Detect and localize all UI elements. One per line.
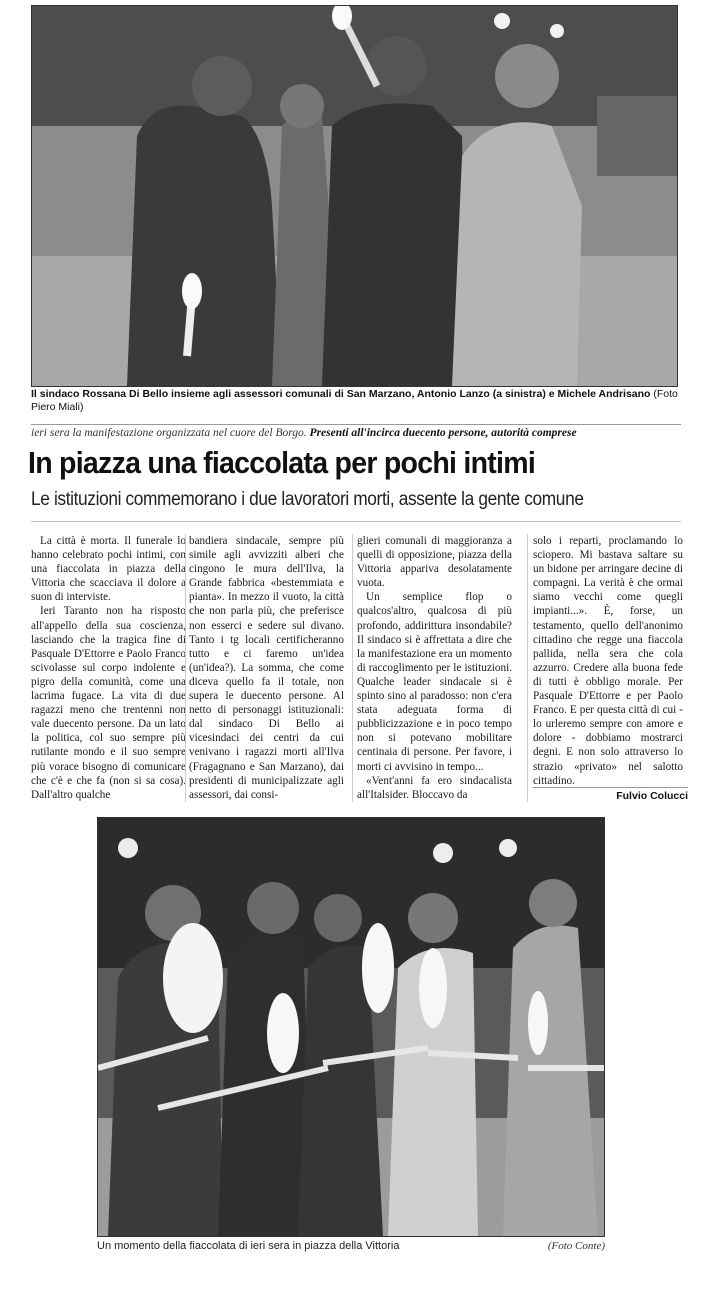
paragraph: glieri comunali di maggioranza a quelli di opposizione, piazza della Vittoria appariva desolatamente vuota. bbox=[357, 535, 512, 590]
paragraph: bandiera sindacale, sempre più simile agli avvizziti alberi che cingono le mura dell'Ilva, la Grande fabbrica «bestemmiata e pianta». In mezzo il vuoto, la città che non parla più, che preferisce non esserci e sedere sul divano. Tanto i tg locali certificheranno tutto e ci faremo un'idea (un'idea?). La somma, che come diceva quello fa il totale, non supera le duecento persone. Al netto di personaggi istituzionali: dal sindaco Di Bello ai vicesindaci dei centri da cui venivano i ragazzi morti all'Ilva (Fragagnano e San Marzano), dai presidenti di municipalizzate agli assessori, dai consi- bbox=[189, 535, 344, 801]
divider bbox=[31, 521, 681, 522]
column-divider bbox=[352, 534, 353, 802]
article-byline: Fulvio Colucci bbox=[533, 787, 688, 802]
top-photo-illustration bbox=[32, 6, 677, 386]
bottom-photo-illustration bbox=[98, 818, 604, 1236]
paragraph: Un semplice flop o qualcos'altro, qualcosa di più profondo, addirittura insondabile? Il sindaco si è affrettata a dire che la manifestazione era un momento di raccoglimento per le istituzioni. Qualche leader sindacale si è spinto sino al paradosso: non c'era stata adeguata forma di pubblicizzazione e in poco tempo non si potevano mobilitare centinaia di persone. Per favore, i morti ci avvisino in tempo... bbox=[357, 591, 512, 773]
bottom-photo bbox=[97, 817, 605, 1237]
column-divider bbox=[527, 534, 528, 802]
paragraph: La città è morta. Il funerale lo hanno celebrato pochi intimi, con una fiaccolata in piazza della Vittoria che scacciava il dolore a suon di interviste. bbox=[31, 535, 186, 604]
paragraph: Ieri Taranto non ha risposto all'appello della sua coscienza, lasciando che la tragica fine di Pasquale D'Ettorre e Paolo Franco scivolasse sul corpo indolente e pigro della comunità, come una lacrima fugace. La vita di due ragazzi meno che trentenni non vale duecento persone. Da un lato la politica, col suo sempre più rutilante mondo e il suo sempre più vorace bisogno di comunicare che c'è e che fa (non si sa cosa). Dall'altro qualche bbox=[31, 605, 186, 801]
kicker-intro: ieri sera la manifestazione organizzata nel cuore del Borgo. bbox=[31, 427, 307, 439]
kicker-bold: Presenti all'incirca duecento persone, autorità comprese bbox=[309, 427, 577, 439]
bottom-photo-credit: (Foto Conte) bbox=[547, 1240, 605, 1252]
top-photo-caption bbox=[31, 388, 681, 414]
article-column-1 bbox=[31, 534, 186, 802]
top-photo-credit: (Foto Piero Miali) bbox=[31, 388, 678, 413]
column-divider bbox=[185, 534, 186, 802]
paragraph: solo i reparti, proclamando lo sciopero. Mi bastava saltare su un bidone per arringare decine di compagni. La verità è che ormai siamo vecchi come quegli impianti...». È, forse, un testamento, quello dell'anonimo cittadino che regge una fiaccola pallida, nella sera che cola azzurro. Credere alla buona fede di tutti è obbligo morale. Per Pasquale D'Ettorre e per Paolo Franco. E per questa città di cui - lo urleremo sempre con amore e dolore - dobbiamo mostrarci degni. E non solo attraverso lo strazio «privato» nel salotto cittadino. bbox=[533, 535, 683, 787]
top-photo bbox=[31, 5, 678, 387]
article-headline: In piazza una fiaccolata per pochi intimi bbox=[28, 445, 536, 480]
article-column-4 bbox=[533, 534, 683, 788]
article-column-2 bbox=[189, 534, 344, 802]
bottom-photo-caption: Un momento della fiaccolata di ieri sera in piazza della Vittoria bbox=[97, 1240, 400, 1252]
article-column-3 bbox=[357, 534, 512, 802]
article-subhead: Le istituzioni commemorano i due lavoratori morti, assente la gente comune bbox=[31, 489, 584, 510]
top-photo-caption-text: Il sindaco Rossana Di Bello insieme agli assessori comunali di San Marzano, Antonio Lanzo (a sinistra) e Michele Andrisano bbox=[31, 388, 651, 400]
article-kicker bbox=[31, 424, 681, 439]
paragraph: «Vent'anni fa ero sindacalista all'Italsider. Bloccavo da bbox=[357, 774, 512, 801]
